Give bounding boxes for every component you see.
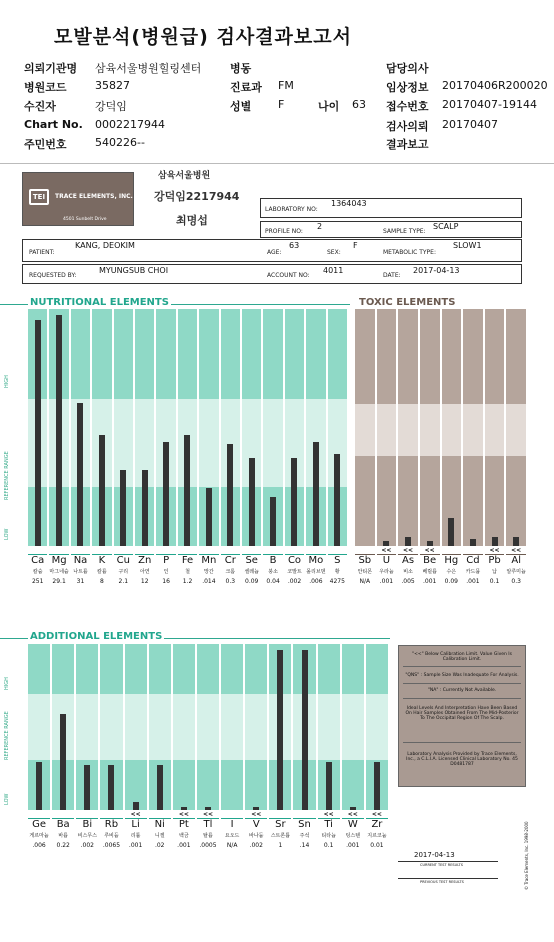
nutritional-bar-mn (206, 488, 212, 546)
additional-symbol-li: Li (125, 818, 147, 830)
additional-title: ADDITIONAL ELEMENTS (30, 631, 163, 642)
toxic-column-cd (463, 309, 483, 546)
additional-name-ge: 게르마늄 (29, 833, 49, 839)
additional-value-ge: .006 (32, 842, 46, 849)
nutritional-column-p (156, 309, 175, 546)
additional-symbol-tl: Tl (197, 818, 219, 830)
profile-box (260, 221, 522, 238)
toxic-symbol-pb: Pb (485, 554, 505, 566)
nutritional-bar-co (291, 458, 297, 546)
previous-line (398, 878, 498, 879)
lab-no-box (260, 198, 522, 218)
ward-label: 병동 (230, 62, 252, 75)
dept-label: 진료과 (230, 81, 262, 94)
nutritional-column-mo (306, 309, 325, 546)
nutritional-value-cu: 2.1 (118, 578, 129, 585)
toxic-column-as (398, 309, 418, 554)
additional-symbol-rb: Rb (100, 818, 122, 830)
additional-name-v: 바나듐 (249, 833, 264, 839)
additional-name-sr: 스트론튬 (270, 833, 291, 839)
additional-name-ti: 티타늄 (321, 833, 336, 839)
request-label: 검사의뢰 (386, 120, 429, 133)
sex-label: 성별 (230, 100, 252, 113)
toxic-symbol-cd: Cd (463, 554, 483, 566)
additional-bar-v (253, 807, 259, 810)
lab-no-label: LABORATORY NO: (265, 206, 318, 213)
chart-label: Chart No. (24, 118, 83, 131)
additional-name-rb: 루비듐 (104, 833, 119, 839)
nutritional-bar-zn (142, 470, 148, 546)
nutritional-bar-p (163, 442, 169, 546)
additional-value-bi: .002 (80, 842, 94, 849)
nut-side-low: LOW (4, 528, 10, 540)
sample-label: SAMPLE TYPE: (383, 228, 426, 235)
toxic-chart (355, 309, 528, 596)
nutritional-value-na: 31 (76, 578, 85, 585)
additional-column-li (125, 644, 147, 818)
additional-column-tl (197, 644, 219, 818)
additional-value-li: .001 (128, 842, 143, 849)
metabolic-label: METABOLIC TYPE: (383, 249, 436, 256)
toxic-bar-u (383, 541, 389, 546)
toxic-symbol-hg: Hg (442, 554, 462, 566)
nutritional-name-na: 나트륨 (73, 569, 88, 575)
additional-mark-ti: << (323, 811, 334, 818)
toxic-symbol-be: Be (420, 554, 440, 566)
toxic-column-al (506, 309, 526, 554)
toxic-mark-pb: << (489, 547, 500, 554)
tei-logo-icon: TEI (29, 189, 49, 205)
profile-label: PROFILE NO: (265, 228, 303, 235)
additional-bar-ti (326, 762, 332, 810)
nutritional-column-b (263, 309, 282, 546)
nut-side-ref: REFERENCE RANGE (4, 451, 10, 500)
additional-bar-ni (157, 765, 163, 810)
toxic-value-hg: 0.09 (444, 578, 458, 585)
nutritional-bar-fe (184, 435, 190, 546)
nutritional-column-mg (49, 309, 68, 546)
nutritional-value-fe: 1.2 (182, 578, 193, 585)
current-line (398, 861, 498, 862)
nutritional-title: NUTRITIONAL ELEMENTS (30, 297, 169, 308)
nutritional-symbol-cr: Cr (221, 554, 240, 566)
nutritional-bar-na (77, 403, 83, 546)
clinical-value: 20170406R200020 (442, 79, 548, 92)
hospital-code-value: 35827 (95, 79, 130, 92)
toxic-value-sb: N/A (359, 578, 371, 585)
nutritional-chart (28, 309, 349, 596)
nutritional-symbol-cu: Cu (114, 554, 133, 566)
additional-column-w (342, 644, 364, 818)
additional-name-ba: 바륨 (58, 833, 69, 839)
doctor-label: 담당의사 (386, 62, 429, 75)
additional-bar-li (133, 802, 139, 810)
toxic-bar-be (427, 541, 433, 546)
age-label: 나이 (318, 100, 340, 113)
toxic-column-sb (355, 309, 375, 546)
nutritional-symbol-ca: Ca (28, 554, 47, 566)
toxic-name-sb: 안티몬 (357, 569, 373, 575)
note-na: "NA" : Currently Not Available. (427, 688, 497, 693)
nutritional-column-cu (114, 309, 133, 546)
toxic-bar-cd (470, 539, 476, 546)
scan-date-value: 2017-04-13 (413, 266, 460, 275)
lab-no-value: 1364043 (331, 199, 367, 208)
patient-value: 강덕임 (95, 100, 127, 113)
additional-name-zr: 지르코늄 (367, 833, 387, 839)
additional-value-sn: .14 (299, 842, 310, 849)
toxic-bar-al (513, 537, 519, 546)
additional-symbol-i: I (221, 818, 243, 830)
nutritional-symbol-k: K (92, 554, 111, 566)
additional-name-li: 리튬 (130, 833, 141, 839)
additional-symbol-ge: Ge (28, 818, 50, 830)
nutritional-symbol-b: B (263, 554, 282, 566)
age-value: 63 (352, 98, 366, 111)
additional-mark-w: << (347, 811, 358, 818)
additional-symbol-bi: Bi (76, 818, 98, 830)
report-title: 모발분석(병원급) 검사결과보고서 (54, 26, 352, 48)
nutritional-value-b: 0.04 (266, 578, 280, 585)
nutritional-value-co: .002 (287, 578, 302, 585)
additional-symbol-sr: Sr (269, 818, 291, 830)
additional-name-sn: 주석 (299, 833, 310, 839)
copyright: © Trace Elements, Inc. 1998-2000 (524, 821, 529, 890)
additional-value-i: N/A (226, 842, 238, 849)
nut-side-high: HIGH (4, 375, 10, 388)
nutritional-name-ca: 칼슘 (32, 569, 43, 575)
nutritional-bar-ca (35, 320, 41, 546)
result-label: 결과보고 (386, 138, 429, 151)
nutritional-value-mn: .014 (202, 578, 216, 585)
additional-name-ni: 니켈 (154, 833, 165, 839)
chart-value: 0002217944 (95, 118, 165, 131)
add-side-low: LOW (4, 793, 10, 805)
nutritional-bar-cr (227, 444, 233, 546)
additional-value-ti: 0.1 (323, 842, 334, 849)
additional-value-rb: .0065 (102, 842, 121, 849)
additional-column-rb (100, 644, 122, 810)
toxic-bar-pb (492, 537, 498, 546)
toxic-column-be (420, 309, 440, 554)
additional-value-zr: 0.01 (370, 842, 384, 849)
nutritional-bar-s (334, 454, 340, 546)
notes-box (398, 645, 526, 787)
toxic-column-hg (442, 309, 462, 546)
scan-date-label: DATE: (383, 272, 401, 279)
toxic-mark-be: << (424, 547, 435, 554)
toxic-title: TOXIC ELEMENTS (359, 297, 456, 308)
additional-value-pt: .001 (177, 842, 191, 849)
account-value: 4011 (323, 266, 344, 275)
additional-symbol-w: W (342, 818, 364, 830)
additional-column-sn (293, 644, 315, 810)
nutritional-name-k: 칼륨 (97, 569, 107, 575)
nutritional-bar-mo (313, 442, 319, 546)
additional-bar-sn (302, 650, 308, 810)
sample-value: SCALP (433, 222, 459, 231)
patient-label: 수진자 (24, 100, 56, 113)
toxic-mark-u: << (381, 547, 392, 554)
toxic-value-as: .005 (401, 578, 415, 585)
nutritional-symbol-zn: Zn (135, 554, 154, 566)
rrn-label: 주민번호 (24, 138, 67, 151)
rrn-value: 540226-- (95, 136, 145, 149)
nutritional-symbol-mg: Mg (49, 554, 68, 566)
toxic-symbol-al: Al (506, 554, 526, 566)
additional-symbol-ni: Ni (149, 818, 171, 830)
additional-mark-v: << (251, 811, 262, 818)
dept-value: FM (278, 79, 294, 92)
additional-name-i: 요오드 (224, 833, 240, 839)
additional-value-ba: 0.22 (56, 842, 70, 849)
lab-name: TRACE ELEMENTS, INC. (55, 193, 133, 200)
nutritional-column-ca (28, 309, 47, 546)
nutritional-symbol-se: Se (242, 554, 261, 566)
toxic-mark-al: << (511, 547, 522, 554)
additional-column-v (245, 644, 267, 818)
additional-bar-tl (205, 807, 211, 810)
toxic-symbol-u: U (377, 554, 397, 566)
nutritional-symbol-mo: Mo (306, 554, 325, 566)
nutritional-name-fe: 철 (185, 569, 190, 575)
toxic-name-u: 우라늄 (379, 569, 394, 575)
nutritional-value-p: 16 (162, 578, 170, 585)
nutritional-value-cr: 0.3 (225, 578, 236, 585)
additional-column-ge (28, 644, 50, 810)
nutritional-bar-b (270, 497, 276, 546)
nutritional-column-na (71, 309, 90, 546)
nutritional-symbol-fe: Fe (178, 554, 197, 566)
toxic-value-u: .001 (379, 578, 394, 585)
additional-name-tl: 탈륨 (203, 833, 213, 839)
nutritional-name-se: 셀레늄 (244, 569, 259, 575)
toxic-name-pb: 납 (492, 569, 497, 575)
additional-column-ni (149, 644, 171, 810)
hospital-code-label: 병원코드 (24, 81, 67, 94)
nutritional-bar-mg (56, 315, 62, 546)
profile-value: 2 (317, 222, 323, 231)
toxic-value-cd: .001 (466, 578, 480, 585)
nutritional-symbol-p: P (156, 554, 175, 566)
note-ideal-levels: Ideal Levels And Interpretation Have Been Based On Hair Samples Obtained From The Mid-Posterior To The Occipital Region Of The Scalp. (405, 706, 519, 721)
nutritional-name-mo: 몰리브덴 (306, 569, 326, 575)
nutritional-name-b: 붕소 (268, 569, 278, 575)
current-date: 2017-04-13 (414, 851, 455, 859)
metabolic-value: SLOW1 (453, 241, 482, 250)
nutritional-column-fe (178, 309, 197, 546)
additional-column-pt (173, 644, 195, 818)
lab-logo (22, 172, 134, 226)
nutritional-symbol-co: Co (285, 554, 304, 566)
additional-value-w: .001 (346, 842, 360, 849)
nutritional-column-se (242, 309, 261, 546)
additional-name-bi: 비스무스 (77, 833, 97, 839)
nutritional-bar-k (99, 435, 105, 546)
additional-bar-sr (277, 650, 283, 810)
requested-row (22, 264, 522, 284)
requested-label: REQUESTED BY: (29, 272, 77, 279)
account-label: ACCOUNT NO: (267, 272, 310, 279)
toxic-name-cd: 카드뮴 (465, 569, 481, 575)
additional-bar-ba (60, 714, 66, 810)
additional-bar-zr (374, 762, 380, 810)
nutritional-name-co: 코발트 (287, 569, 302, 575)
requested-value: MYUNGSUB CHOI (99, 266, 169, 275)
additional-mark-li: << (130, 811, 141, 818)
institution-label: 의뢰기관명 (24, 62, 78, 75)
additional-name-pt: 백금 (179, 833, 189, 839)
nutritional-column-mn (199, 309, 218, 546)
header-divider (0, 163, 554, 164)
additional-symbol-pt: Pt (173, 818, 195, 830)
toxic-mark-as: << (403, 547, 414, 554)
receipt-value: 20170407-19144 (442, 98, 537, 111)
additional-symbol-zr: Zr (366, 818, 388, 830)
nutritional-column-cr (221, 309, 240, 546)
toxic-value-be: .001 (423, 578, 437, 585)
toxic-column-u (377, 309, 397, 554)
nutritional-bar-cu (120, 470, 126, 546)
toxic-name-hg: 수은 (446, 569, 457, 575)
toxic-name-as: 비소 (403, 569, 413, 575)
note-qns: "QNS" : Sample Size Was Inadequate For Analysis. (405, 673, 519, 678)
lab-address: 4501 Sunbelt Drive (63, 217, 107, 222)
toxic-bar-as (405, 537, 411, 546)
clinical-label: 임상정보 (386, 81, 429, 94)
scan-age-label: AGE: (267, 249, 282, 256)
additional-column-ti (318, 644, 340, 818)
nutritional-name-zn: 아연 (139, 569, 150, 575)
toxic-name-al: 알루미늄 (506, 569, 526, 575)
scan-sex-label: SEX: (327, 249, 341, 256)
nutritional-name-mg: 마그네슘 (49, 569, 69, 575)
toxic-value-al: 0.3 (511, 578, 521, 585)
note-laboratory: Laboratory Analysis Provided by Trace Elements, Inc., a C.L.I.A. Licensed Clinical Laboratory No. 45 D0481787 (406, 752, 518, 767)
additional-bar-pt (181, 807, 187, 810)
additional-bar-ge (36, 762, 42, 810)
nutritional-symbol-na: Na (71, 554, 90, 566)
nutritional-value-mo: .006 (309, 578, 323, 585)
add-side-high: HIGH (4, 677, 10, 690)
nutritional-name-cu: 구리 (118, 569, 129, 575)
toxic-name-be: 베릴륨 (422, 569, 437, 575)
request-value: 20170407 (442, 118, 498, 131)
nutritional-value-zn: 12 (140, 578, 149, 585)
toxic-symbol-as: As (398, 554, 418, 566)
receipt-label: 접수번호 (386, 100, 429, 113)
additional-value-tl: .0005 (199, 842, 217, 849)
additional-chart (28, 644, 390, 860)
scan-patient-value: KANG, DEOKIM (75, 241, 135, 250)
nutritional-column-co (285, 309, 304, 546)
hand-hospital: 삼육서울병원 (158, 171, 211, 181)
nutritional-value-mg: 29.1 (52, 578, 66, 585)
additional-value-ni: .02 (154, 842, 165, 849)
patient-row (22, 239, 522, 262)
toxic-bar-hg (448, 518, 454, 546)
nutritional-symbol-s: S (328, 554, 347, 566)
scan-sex-value: F (353, 241, 358, 250)
nutritional-column-s (328, 309, 347, 546)
additional-bar-w (350, 807, 356, 810)
nutritional-value-s: 4275 (329, 578, 345, 585)
additional-mark-pt: << (178, 811, 189, 818)
additional-symbol-ba: Ba (52, 818, 74, 830)
additional-column-i (221, 644, 243, 810)
additional-mark-zr: << (371, 811, 382, 818)
scan-age-value: 63 (289, 241, 300, 250)
additional-column-bi (76, 644, 98, 810)
additional-column-zr (366, 644, 388, 818)
additional-name-w: 텅스텐 (345, 833, 361, 839)
toxic-symbol-sb: Sb (355, 554, 375, 566)
nutritional-name-s: 황 (334, 569, 340, 575)
additional-symbol-ti: Ti (318, 818, 340, 830)
scan-patient-label: PATIENT: (29, 249, 55, 256)
nutritional-name-p: 인 (163, 569, 169, 575)
additional-value-v: .002 (249, 842, 263, 849)
additional-column-ba (52, 644, 74, 810)
nutritional-value-k: 8 (99, 578, 104, 585)
nutritional-name-cr: 크롬 (225, 569, 236, 575)
additional-column-sr (269, 644, 291, 810)
hand-patient: 강덕임2217944 (154, 190, 240, 203)
add-side-ref: REFERENCE RANGE (4, 711, 10, 760)
additional-mark-tl: << (202, 811, 214, 818)
nutritional-value-se: 0.09 (245, 578, 259, 585)
current-label: CURRENT TEST RESULTS (420, 863, 464, 867)
nutritional-value-ca: 251 (31, 578, 44, 585)
additional-value-sr: 1 (278, 842, 283, 849)
additional-symbol-sn: Sn (293, 818, 315, 830)
toxic-column-pb (485, 309, 505, 554)
institution-value: 삼육서울병원힐링센터 (95, 62, 202, 75)
nutritional-bar-se (249, 458, 255, 546)
note-calibration: "<<" Below Calibration Limit. Value Given Is Calibration Limit. (412, 652, 512, 662)
nutritional-column-k (92, 309, 111, 546)
toxic-value-pb: 0.1 (489, 578, 500, 585)
nutritional-column-zn (135, 309, 154, 546)
previous-label: PREVIOUS TEST RESULTS (420, 880, 464, 884)
hand-doctor: 최명섭 (176, 214, 208, 227)
additional-bar-bi (84, 765, 90, 810)
additional-bar-rb (108, 765, 114, 810)
additional-symbol-v: V (245, 818, 267, 830)
sex-value: F (278, 98, 285, 111)
nutritional-name-mn: 망간 (204, 569, 214, 575)
nutritional-symbol-mn: Mn (199, 554, 218, 566)
